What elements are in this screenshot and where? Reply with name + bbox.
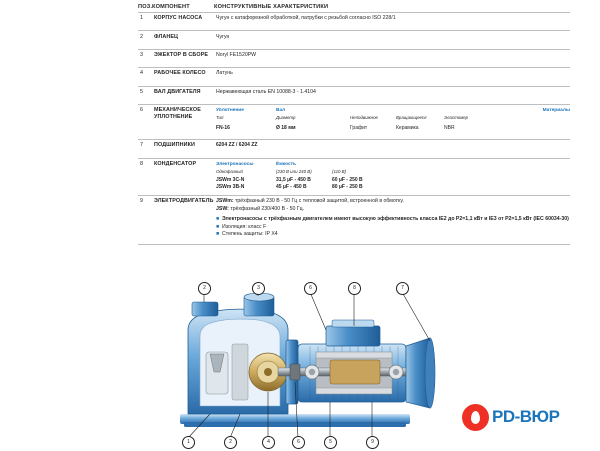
water-drop-icon <box>462 404 489 431</box>
callout-top-2: 3 <box>252 282 265 295</box>
table-row <box>138 67 570 85</box>
motor-line-1 <box>216 198 570 206</box>
row-desc: Чугун <box>216 33 230 40</box>
callout-bottom-5: 5 <box>324 436 337 449</box>
mat-value-rotating: Керамика <box>396 124 419 131</box>
callout-bottom-3: 4 <box>262 436 275 449</box>
mat-value-elastomer: NBR <box>444 124 455 131</box>
callout-top-4: 8 <box>348 282 361 295</box>
row-component: ФЛАНЕЦ <box>154 33 179 40</box>
seal-material-values <box>350 125 570 132</box>
brand-logo-text: PD-ВЮР <box>492 407 560 426</box>
motor-line-2-bold: JSW: <box>216 205 229 212</box>
table-row <box>138 158 570 195</box>
cap-model-0: Однофазный <box>216 169 243 175</box>
cap-model-1: JSWm 3C-N <box>216 177 245 184</box>
cap-c1-1: 31,5 µF - 450 В <box>276 177 311 184</box>
row-desc: Чугун с катафорезной обработкой, патрубки с резьбой согласно ISO 228/1 <box>216 15 396 22</box>
callout-bottom-4: 6 <box>292 436 305 449</box>
table-row <box>138 195 570 245</box>
table-row <box>138 139 570 157</box>
water-drop-inner <box>471 411 480 424</box>
capacitor-row <box>216 184 570 191</box>
seal-type-value: FN-16 <box>216 124 230 131</box>
row-component: КОНДЕНСАТОР <box>154 160 197 167</box>
table-row <box>138 12 570 30</box>
capacitor-row <box>216 177 570 184</box>
cap-c2-2: 80 µF - 250 В <box>332 184 363 191</box>
callout-bottom-1: 1 <box>182 436 195 449</box>
row-number: 9 <box>140 198 143 205</box>
seal-materials-header: Материалы <box>542 108 570 114</box>
motor-bullet-3-text: Степень защиты: IP X4 <box>222 231 278 238</box>
cap-model-2: JSWm 3B-N <box>216 184 245 191</box>
row-number: 6 <box>140 107 143 114</box>
bullet-icon: ■ <box>216 223 220 230</box>
table-row <box>138 30 570 48</box>
row-desc <box>216 161 570 193</box>
seal-material-headers <box>350 114 570 121</box>
row-number: 1 <box>140 15 143 22</box>
motor-bullet-1-text: Электронасосы с трёхфазным двигателем имеют высокую эффективность класса IE2 до P2=1,1 кВт и IE3 от P2=1,5 кВт (IEC 60034-30) <box>222 216 569 223</box>
header-component: КОМПОНЕНТ <box>152 4 190 10</box>
specs-table <box>138 4 570 245</box>
seal-type-sub: Тип <box>216 115 224 121</box>
capacitor-subheader-row <box>216 168 570 175</box>
callout-bottom-6: 9 <box>366 436 379 449</box>
row-number: 5 <box>140 88 143 95</box>
table-row <box>138 86 570 104</box>
table-header-row <box>138 4 570 12</box>
capacitor-header-row <box>216 161 570 168</box>
seal-type-header: Уплотнение <box>216 108 244 114</box>
seal-shaft-header: Вал <box>276 108 286 114</box>
row-component: КОРПУС НАСОСА <box>154 15 203 22</box>
row-desc: Noryl FE1520PW <box>216 51 257 58</box>
table-row <box>138 49 570 67</box>
motor-bullet-2 <box>216 224 570 231</box>
row-number: 7 <box>140 142 143 149</box>
cap-col3-sub: (110 В) <box>332 169 347 175</box>
row-component: РАБОЧЕЕ КОЛЕСО <box>154 70 206 77</box>
mat-header-fixed: Неподвижное <box>350 115 378 121</box>
row-component: ПОДШИПНИКИ <box>154 142 195 149</box>
row-component: ЭЖЕКТОР В СБОРЕ <box>154 51 209 58</box>
callout-bottom-2: 2 <box>224 436 237 449</box>
header-pos: ПОЗ. <box>138 4 153 10</box>
mat-value-fixed: Графит <box>350 124 368 131</box>
motor-line-2 <box>216 206 570 214</box>
motor-line-1-text: трёхфазный 230 В - 50 Гц с тепловой защитой, встроенной в обмотку. <box>233 198 404 205</box>
motor-bullet-3 <box>216 231 570 238</box>
row-desc <box>216 107 570 137</box>
header-characteristics: КОНСТРУКТИВНЫЕ ХАРАКТЕРИСТИКИ <box>214 4 329 10</box>
seal-subtable <box>216 107 570 132</box>
cap-c1-2: 45 µF - 450 В <box>276 184 307 191</box>
pump-illustration <box>140 286 470 446</box>
row-number: 3 <box>140 51 143 58</box>
mat-header-rotating: Вращающееся <box>396 115 427 121</box>
cap-col-capacity: Ёмкость <box>276 161 296 167</box>
seal-shaft-sub: Диаметр <box>276 115 296 121</box>
row-component: ЭЛЕКТРОДВИГАТЕЛЬ <box>154 198 214 205</box>
row-number: 2 <box>140 33 143 40</box>
row-number: 4 <box>140 70 143 77</box>
row-component: ВАЛ ДВИГАТЕЛЯ <box>154 88 201 95</box>
cap-col2-sub: (230 В или 240 В) <box>276 169 312 175</box>
cap-c2-1: 60 µF - 250 В <box>332 177 363 184</box>
callout-top-5: 7 <box>396 282 409 295</box>
callout-top-3: 6 <box>304 282 317 295</box>
motor-bullet-2-text: Изоляция: класс F <box>222 223 267 230</box>
callout-top-1: 2 <box>198 282 211 295</box>
row-desc: Нержавеющая сталь EN 10088-3 - 1.4104 <box>216 88 316 95</box>
row-component: МЕХАНИЧЕСКОЕ УПЛОТНЕНИЕ <box>154 107 201 121</box>
bullet-icon: ■ <box>216 216 220 223</box>
bullet-icon: ■ <box>216 231 220 238</box>
row-number: 8 <box>140 160 143 167</box>
cap-col-pumps: Электронасосы <box>216 161 254 167</box>
row-desc <box>216 198 570 242</box>
motor-line-2-text: трёхфазный 230/400 В - 50 Гц. <box>228 205 305 212</box>
pump-cutaway-drawing <box>140 286 470 446</box>
row-desc: 6204 ZZ / 6204 ZZ <box>216 142 258 149</box>
table-row <box>138 104 570 139</box>
brand-logo <box>462 402 582 436</box>
motor-bullet-1 <box>216 216 570 223</box>
mat-header-elastomer: Эластомер <box>444 115 469 121</box>
seal-shaft-value: Ø 18 мм <box>276 124 296 131</box>
motor-line-1-bold: JSWm: <box>216 198 234 205</box>
row-desc: Латунь <box>216 70 233 77</box>
